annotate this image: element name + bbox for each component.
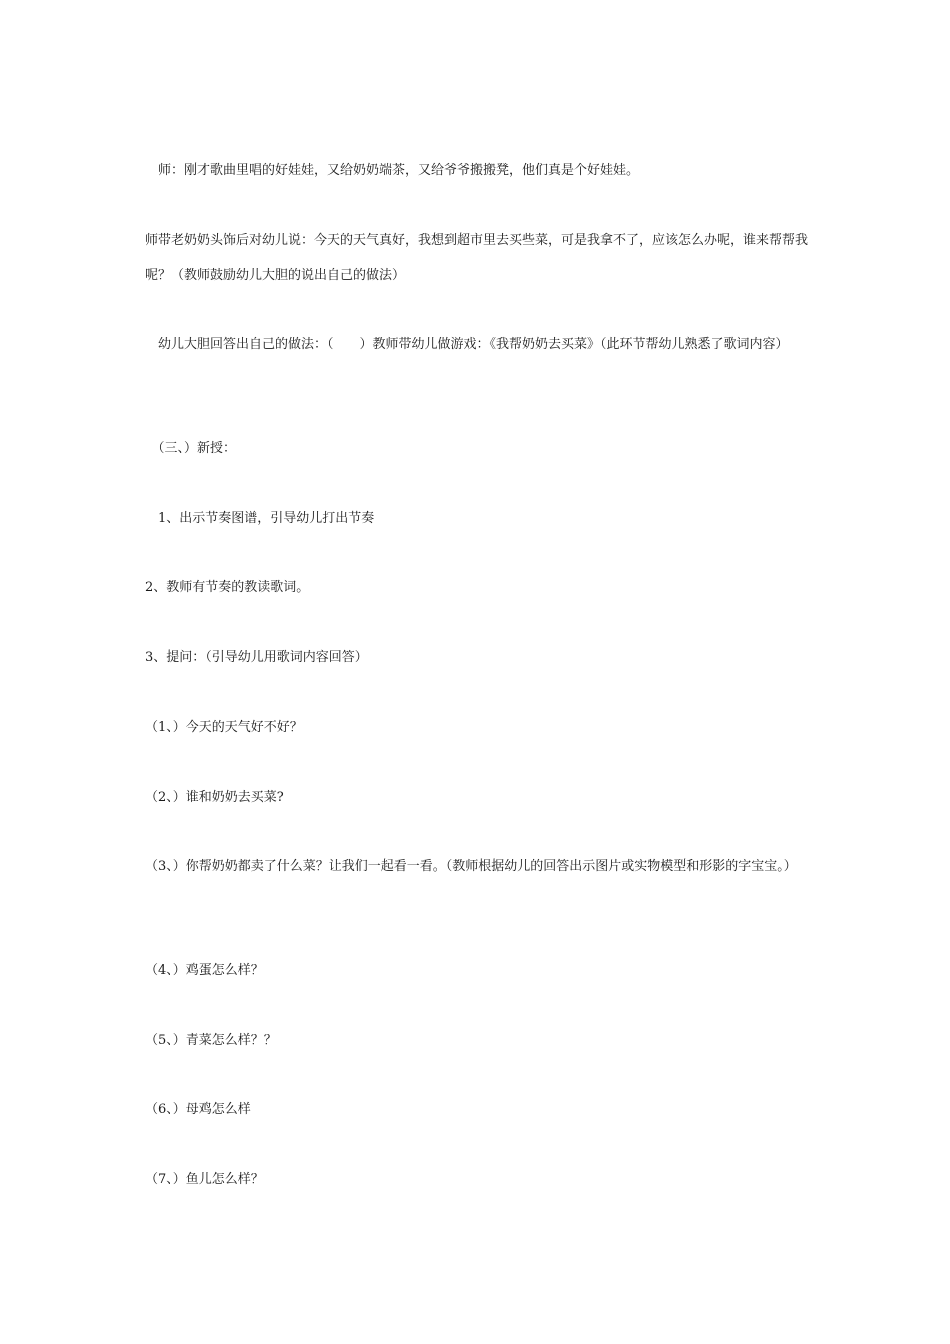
paragraph-teacher-song: 师：刚才歌曲里唱的好娃娃，又给奶奶端茶，又给爷爷搬搬凳，他们真是个好娃娃。 [145,163,640,178]
question-who-shops: （2、）谁和奶奶去买菜? [145,790,284,805]
section-heading-new-lesson: （三、）新授： [145,441,237,456]
question-greens: （5、）青菜怎么样？？ [145,1033,277,1048]
question-what-bought: （3、）你帮奶奶都卖了什么菜？让我们一起看一看。（教师根据幼儿的回答出示图片或实物模型和形影的字宝宝。） [145,859,797,874]
question-egg: （4、）鸡蛋怎么样？ [145,963,264,978]
list-item-rhythm-chart: 1、出示节奏图谱，引导幼儿打出节奏 [145,511,375,526]
question-weather: （1、）今天的天气好不好？ [145,720,303,735]
list-item-questions: 3、提问：（引导幼儿用歌词内容回答） [145,650,368,665]
question-hen: （6、）母鸡怎么样 [145,1102,251,1117]
question-fish: （7、）鱼儿怎么样？ [145,1172,264,1187]
paragraph-grandma-shopping: 师带老奶奶头饰后对幼儿说：今天的天气真好，我想到超市里去买些菜，可是我拿不了，应该怎么办呢，谁来帮帮我呢？（教师鼓励幼儿大胆的说出自己的做法） [145,233,809,283]
list-item-teacher-reading: 2、教师有节奏的教读歌词。 [145,580,310,595]
paragraph-children-answer: 幼儿大胆回答出自己的做法：（ ）教师带幼儿做游戏：《我帮奶奶去买菜》（此环节帮幼儿熟悉了歌词内容） [145,337,789,352]
